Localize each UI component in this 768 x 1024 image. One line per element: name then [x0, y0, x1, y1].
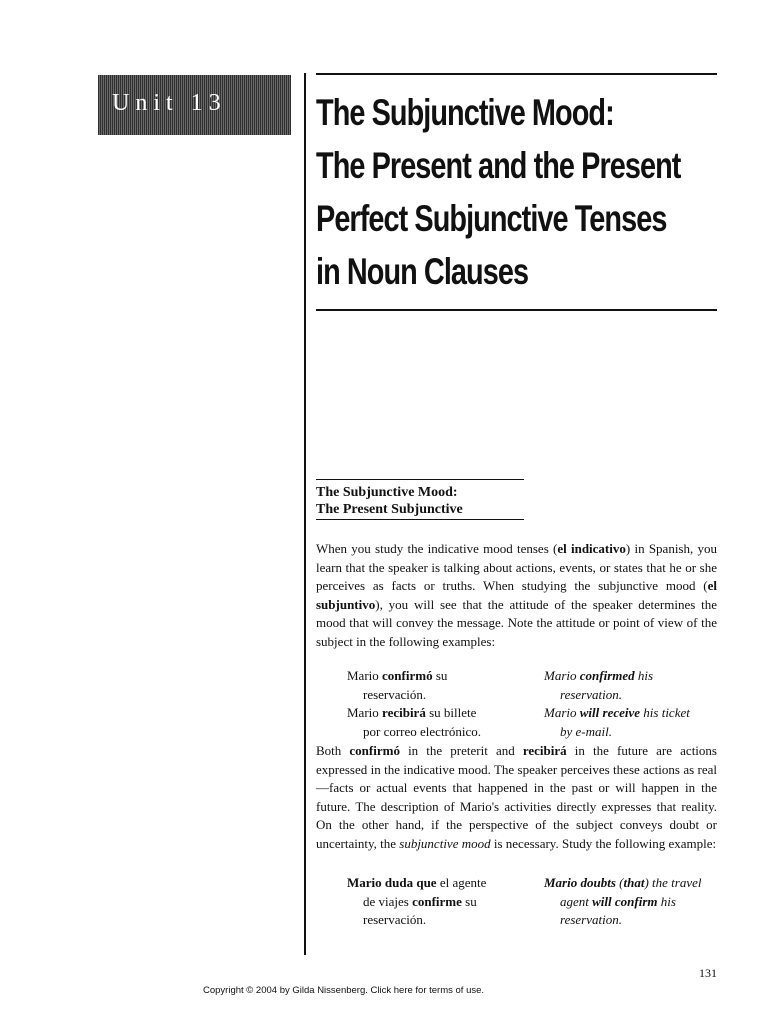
example-line	[544, 686, 724, 705]
page-number: 131	[699, 966, 717, 980]
section-rule-bottom	[316, 519, 524, 520]
text-run: su	[432, 668, 448, 683]
text-run: ) in Spanish, you learn that the speaker is talking about actions, events, or states that he or she perceives as facts or truths. When studying the subjunctive mood (	[316, 541, 717, 593]
example-line	[544, 893, 724, 912]
bold-term: el indicativo	[557, 541, 626, 556]
example-spanish	[347, 667, 537, 741]
chapter-title-line: The Subjunctive Mood:	[316, 92, 614, 133]
bold-term: Mario doubts	[544, 875, 616, 890]
example-line	[544, 667, 724, 686]
text-run: su	[461, 893, 477, 909]
text-run: reservation.	[560, 686, 622, 702]
text-run: su billete	[425, 705, 477, 720]
text-run: agent	[560, 893, 593, 909]
text-run: ) the travel	[644, 875, 702, 890]
text-run: reservación.	[363, 912, 427, 927]
example-line	[347, 667, 537, 686]
bold-term: el subjuntivo	[316, 578, 717, 612]
text-run: in the future are actions expressed in the indicative mood. The speaker perceives these actions as real—facts or actual events that happened in the past or will happen in the future. The description of Mario's activities directly expresses that reality. On the other hand, if the perspective of the subject conveys doubt or uncertainty, the	[316, 743, 717, 851]
chapter-title-line: in Noun Clauses	[316, 251, 529, 292]
text-run: Mario	[347, 668, 383, 683]
italic-term: subjunctive mood	[399, 835, 491, 851]
bold-term: confirmed	[579, 668, 635, 683]
text-run: ), you will see that the attitude of the speaker determines the mood that will convey the message. Note the attitude or point of view of the subject in the following examples:	[316, 596, 717, 649]
bold-term: Mario duda que	[347, 875, 437, 890]
example-line	[347, 686, 537, 705]
text-run: Mario	[347, 705, 383, 720]
bold-term: will confirm	[592, 893, 658, 909]
chapter-title-line: Perfect Subjunctive Tenses	[316, 198, 667, 239]
title-top-rule	[316, 73, 717, 75]
bold-term: confirmó	[382, 668, 433, 683]
text-run: Both	[316, 743, 350, 758]
chapter-title	[316, 86, 681, 298]
text-run: reservation.	[560, 912, 622, 927]
example-english	[544, 874, 724, 930]
text-run: Mario	[544, 705, 580, 720]
bold-term: will receive	[579, 705, 641, 720]
section-heading-line: The Subjunctive Mood:	[316, 485, 458, 500]
example-line	[544, 911, 724, 930]
section-heading-line: The Present Subjunctive	[316, 502, 463, 517]
text-run: by e-mail.	[560, 723, 612, 739]
bold-term: confirmó	[349, 743, 400, 758]
text-run: de viajes	[363, 893, 413, 909]
text-run: is necessary. Study the following example:	[490, 835, 717, 851]
text-run: in the preterit and	[399, 743, 523, 758]
example-line	[544, 874, 724, 893]
body-paragraph	[316, 742, 717, 853]
bold-term: that	[623, 875, 645, 890]
unit-label: Unit 13	[112, 90, 227, 116]
text-run: Mario	[544, 668, 580, 683]
text-run: reservación.	[363, 686, 427, 702]
section-heading	[316, 484, 463, 518]
text-run: his	[634, 668, 654, 683]
example-line	[347, 723, 537, 742]
body-paragraph	[316, 540, 717, 651]
section-rule-top	[316, 479, 524, 480]
title-bottom-rule	[316, 309, 717, 311]
bold-term: recibirá	[522, 743, 567, 758]
example-english	[544, 667, 724, 741]
text-run: el agente	[436, 875, 487, 890]
bold-term: confirme	[412, 893, 462, 909]
text-run: When you study the indicative mood tenses (	[316, 541, 558, 556]
text-run: por correo electrónico.	[363, 723, 482, 739]
example-line	[544, 723, 724, 742]
vertical-rule	[304, 73, 306, 955]
example-line	[347, 893, 537, 912]
example-line	[347, 911, 537, 930]
example-line	[544, 704, 724, 723]
copyright-footer-link[interactable]: Copyright © 2004 by Gilda Nissenberg. Click here for terms of use.	[203, 985, 485, 996]
chapter-title-line: The Present and the Present	[316, 145, 681, 186]
unit-banner	[98, 75, 291, 135]
text-run: his ticket	[640, 705, 690, 720]
text-run: (	[615, 875, 624, 890]
example-line	[347, 874, 537, 893]
example-line	[347, 704, 537, 723]
bold-term: recibirá	[382, 705, 426, 720]
text-run: his	[657, 893, 676, 909]
example-spanish	[347, 874, 537, 930]
